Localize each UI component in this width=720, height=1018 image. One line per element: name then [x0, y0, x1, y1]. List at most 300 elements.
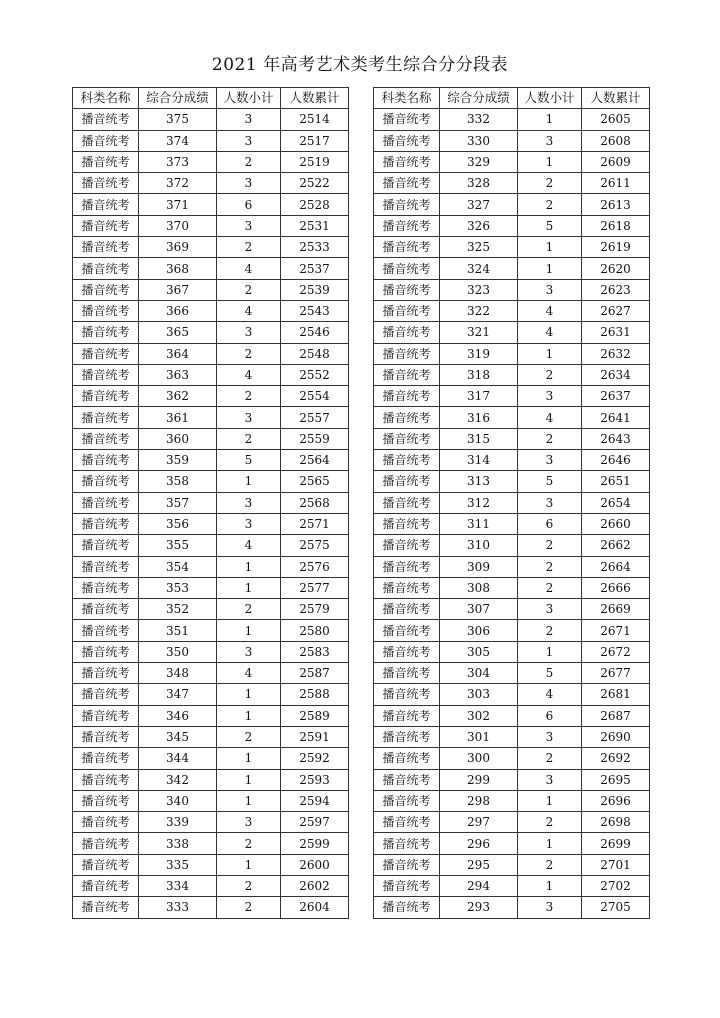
- cell-category: 播音统考: [374, 151, 440, 172]
- cell-score: 353: [139, 577, 217, 598]
- cell-cumulative: 2537: [281, 258, 349, 279]
- cell-category: 播音统考: [374, 215, 440, 236]
- cell-cumulative: 2564: [281, 450, 349, 471]
- cell-category: 播音统考: [374, 364, 440, 385]
- cell-cumulative: 2692: [582, 748, 650, 769]
- cell-category: 播音统考: [374, 343, 440, 364]
- cell-count: 6: [518, 705, 582, 726]
- header-count: 人数小计: [217, 88, 281, 109]
- table-row: [73, 300, 349, 321]
- cell-count: 2: [217, 279, 281, 300]
- cell-score: 334: [139, 875, 217, 896]
- cell-count: 3: [217, 322, 281, 343]
- table-row: [73, 577, 349, 598]
- cell-count: 6: [518, 513, 582, 534]
- cell-count: 1: [518, 875, 582, 896]
- cell-count: 3: [217, 513, 281, 534]
- cell-category: 播音统考: [374, 790, 440, 811]
- cell-category: 播音统考: [73, 343, 139, 364]
- cell-category: 播音统考: [374, 322, 440, 343]
- cell-cumulative: 2605: [582, 109, 650, 130]
- cell-cumulative: 2619: [582, 237, 650, 258]
- cell-count: 3: [518, 279, 582, 300]
- cell-score: 359: [139, 450, 217, 471]
- cell-score: 324: [440, 258, 518, 279]
- cell-cumulative: 2583: [281, 641, 349, 662]
- cell-score: 301: [440, 726, 518, 747]
- table-row: [374, 726, 650, 747]
- table-header-row: [374, 88, 650, 109]
- cell-cumulative: 2666: [582, 577, 650, 598]
- table-row: [374, 663, 650, 684]
- header-category: 科类名称: [73, 88, 139, 109]
- table-row: [73, 663, 349, 684]
- cell-score: 303: [440, 684, 518, 705]
- cell-category: 播音统考: [73, 279, 139, 300]
- page-title: 2021 年高考艺术类考生综合分分段表: [211, 55, 509, 75]
- cell-category: 播音统考: [374, 833, 440, 854]
- cell-score: 298: [440, 790, 518, 811]
- cell-category: 播音统考: [73, 833, 139, 854]
- table-row: [73, 343, 349, 364]
- cell-category: 播音统考: [73, 237, 139, 258]
- cell-count: 6: [217, 194, 281, 215]
- cell-score: 363: [139, 364, 217, 385]
- cell-category: 播音统考: [374, 769, 440, 790]
- cell-category: 播音统考: [374, 279, 440, 300]
- cell-count: 3: [217, 215, 281, 236]
- cell-category: 播音统考: [374, 130, 440, 151]
- cell-score: 365: [139, 322, 217, 343]
- cell-score: 356: [139, 513, 217, 534]
- cell-cumulative: 2613: [582, 194, 650, 215]
- cell-count: 3: [217, 641, 281, 662]
- cell-score: 297: [440, 812, 518, 833]
- table-row: [374, 854, 650, 875]
- cell-category: 播音统考: [374, 109, 440, 130]
- cell-score: 368: [139, 258, 217, 279]
- table-row: [73, 790, 349, 811]
- cell-cumulative: 2568: [281, 492, 349, 513]
- cell-category: 播音统考: [374, 748, 440, 769]
- cell-score: 310: [440, 535, 518, 556]
- table-row: [73, 407, 349, 428]
- cell-score: 316: [440, 407, 518, 428]
- cell-count: 3: [217, 109, 281, 130]
- table-row: [73, 194, 349, 215]
- cell-category: 播音统考: [73, 194, 139, 215]
- table-row: [374, 215, 650, 236]
- cell-score: 342: [139, 769, 217, 790]
- table-row: [374, 428, 650, 449]
- cell-count: 3: [518, 492, 582, 513]
- cell-score: 357: [139, 492, 217, 513]
- table-row: [374, 407, 650, 428]
- cell-category: 播音统考: [73, 535, 139, 556]
- cell-category: 播音统考: [374, 897, 440, 918]
- cell-cumulative: 2671: [582, 620, 650, 641]
- cell-score: 340: [139, 790, 217, 811]
- cell-cumulative: 2681: [582, 684, 650, 705]
- cell-cumulative: 2695: [582, 769, 650, 790]
- cell-category: 播音统考: [73, 364, 139, 385]
- cell-count: 3: [217, 492, 281, 513]
- cell-cumulative: 2528: [281, 194, 349, 215]
- cell-category: 播音统考: [73, 215, 139, 236]
- cell-score: 323: [440, 279, 518, 300]
- table-row: [374, 492, 650, 513]
- cell-count: 1: [217, 769, 281, 790]
- header-count: 人数小计: [518, 88, 582, 109]
- cell-count: 2: [518, 364, 582, 385]
- table-row: [374, 130, 650, 151]
- cell-cumulative: 2702: [582, 875, 650, 896]
- cell-category: 播音统考: [73, 300, 139, 321]
- cell-cumulative: 2539: [281, 279, 349, 300]
- table-row: [73, 258, 349, 279]
- table-row: [374, 279, 650, 300]
- table-row: [73, 812, 349, 833]
- cell-category: 播音统考: [374, 556, 440, 577]
- cell-score: 348: [139, 663, 217, 684]
- cell-category: 播音统考: [73, 407, 139, 428]
- cell-cumulative: 2705: [582, 897, 650, 918]
- cell-cumulative: 2701: [582, 854, 650, 875]
- cell-cumulative: 2514: [281, 109, 349, 130]
- cell-score: 312: [440, 492, 518, 513]
- cell-count: 2: [518, 577, 582, 598]
- cell-count: 2: [518, 428, 582, 449]
- table-row: [73, 130, 349, 151]
- cell-cumulative: 2677: [582, 663, 650, 684]
- cell-score: 306: [440, 620, 518, 641]
- cell-category: 播音统考: [374, 450, 440, 471]
- cell-count: 1: [217, 620, 281, 641]
- cell-category: 播音统考: [73, 556, 139, 577]
- cell-score: 352: [139, 599, 217, 620]
- cell-count: 4: [217, 300, 281, 321]
- cell-category: 播音统考: [374, 535, 440, 556]
- table-row: [73, 641, 349, 662]
- cell-cumulative: 2517: [281, 130, 349, 151]
- table-row: [374, 705, 650, 726]
- table-row: [73, 726, 349, 747]
- cell-cumulative: 2580: [281, 620, 349, 641]
- cell-score: 304: [440, 663, 518, 684]
- cell-category: 播音统考: [374, 492, 440, 513]
- cell-category: 播音统考: [73, 109, 139, 130]
- cell-category: 播音统考: [374, 854, 440, 875]
- cell-cumulative: 2519: [281, 151, 349, 172]
- cell-score: 373: [139, 151, 217, 172]
- table-row: [73, 535, 349, 556]
- cell-score: 346: [139, 705, 217, 726]
- cell-cumulative: 2554: [281, 386, 349, 407]
- cell-cumulative: 2593: [281, 769, 349, 790]
- cell-cumulative: 2669: [582, 599, 650, 620]
- cell-score: 327: [440, 194, 518, 215]
- table-row: [374, 897, 650, 918]
- cell-cumulative: 2696: [582, 790, 650, 811]
- table-row: [374, 748, 650, 769]
- cell-score: 295: [440, 854, 518, 875]
- table-row: [374, 790, 650, 811]
- cell-count: 1: [518, 151, 582, 172]
- cell-score: 351: [139, 620, 217, 641]
- table-row: [73, 386, 349, 407]
- cell-score: 294: [440, 875, 518, 896]
- cell-cumulative: 2587: [281, 663, 349, 684]
- cell-category: 播音统考: [374, 513, 440, 534]
- cell-category: 播音统考: [374, 258, 440, 279]
- cell-category: 播音统考: [73, 513, 139, 534]
- cell-count: 2: [217, 599, 281, 620]
- cell-category: 播音统考: [374, 705, 440, 726]
- cell-count: 4: [518, 322, 582, 343]
- table-row: [374, 343, 650, 364]
- cell-count: 1: [217, 748, 281, 769]
- cell-category: 播音统考: [374, 300, 440, 321]
- cell-score: 355: [139, 535, 217, 556]
- cell-cumulative: 2543: [281, 300, 349, 321]
- cell-cumulative: 2631: [582, 322, 650, 343]
- cell-count: 2: [217, 833, 281, 854]
- table-row: [374, 194, 650, 215]
- cell-count: 2: [518, 556, 582, 577]
- score-table-right: [373, 87, 650, 919]
- cell-category: 播音统考: [374, 684, 440, 705]
- cell-score: 364: [139, 343, 217, 364]
- cell-count: 3: [217, 812, 281, 833]
- table-row: [73, 322, 349, 343]
- cell-cumulative: 2577: [281, 577, 349, 598]
- cell-category: 播音统考: [73, 663, 139, 684]
- table-row: [374, 684, 650, 705]
- table-row: [374, 322, 650, 343]
- table-row: [73, 684, 349, 705]
- cell-cumulative: 2627: [582, 300, 650, 321]
- cell-category: 播音统考: [73, 875, 139, 896]
- cell-count: 2: [217, 875, 281, 896]
- cell-count: 2: [217, 386, 281, 407]
- table-row: [374, 450, 650, 471]
- cell-cumulative: 2602: [281, 875, 349, 896]
- cell-category: 播音统考: [73, 428, 139, 449]
- cell-cumulative: 2588: [281, 684, 349, 705]
- cell-count: 2: [518, 748, 582, 769]
- cell-score: 344: [139, 748, 217, 769]
- cell-count: 3: [217, 407, 281, 428]
- cell-cumulative: 2592: [281, 748, 349, 769]
- cell-count: 5: [518, 471, 582, 492]
- cell-score: 325: [440, 237, 518, 258]
- table-row: [374, 300, 650, 321]
- cell-category: 播音统考: [73, 748, 139, 769]
- cell-score: 300: [440, 748, 518, 769]
- cell-category: 播音统考: [73, 620, 139, 641]
- table-row: [73, 450, 349, 471]
- table-row: [374, 556, 650, 577]
- score-table-left: [72, 87, 349, 919]
- cell-cumulative: 2690: [582, 726, 650, 747]
- table-row: [374, 620, 650, 641]
- cell-score: 307: [440, 599, 518, 620]
- cell-score: 313: [440, 471, 518, 492]
- table-row: [374, 386, 650, 407]
- cell-count: 2: [518, 194, 582, 215]
- cell-cumulative: 2651: [582, 471, 650, 492]
- cell-count: 4: [518, 407, 582, 428]
- cell-cumulative: 2623: [582, 279, 650, 300]
- cell-category: 播音统考: [73, 641, 139, 662]
- cell-count: 4: [217, 258, 281, 279]
- cell-score: 367: [139, 279, 217, 300]
- cell-score: 308: [440, 577, 518, 598]
- cell-category: 播音统考: [73, 130, 139, 151]
- cell-score: 362: [139, 386, 217, 407]
- table-row: [374, 173, 650, 194]
- cell-score: 361: [139, 407, 217, 428]
- cell-score: 299: [440, 769, 518, 790]
- table-row: [73, 748, 349, 769]
- cell-score: 360: [139, 428, 217, 449]
- cell-cumulative: 2634: [582, 364, 650, 385]
- table-row: [73, 428, 349, 449]
- table-row: [73, 492, 349, 513]
- cell-score: 330: [440, 130, 518, 151]
- cell-score: 319: [440, 343, 518, 364]
- table-row: [73, 705, 349, 726]
- cell-cumulative: 2552: [281, 364, 349, 385]
- cell-score: 358: [139, 471, 217, 492]
- cell-cumulative: 2559: [281, 428, 349, 449]
- cell-count: 1: [518, 833, 582, 854]
- cell-score: 371: [139, 194, 217, 215]
- cell-count: 1: [217, 556, 281, 577]
- cell-cumulative: 2687: [582, 705, 650, 726]
- cell-score: 314: [440, 450, 518, 471]
- cell-cumulative: 2641: [582, 407, 650, 428]
- cell-cumulative: 2654: [582, 492, 650, 513]
- table-row: [374, 833, 650, 854]
- cell-category: 播音统考: [374, 641, 440, 662]
- table-row: [73, 833, 349, 854]
- cell-score: 326: [440, 215, 518, 236]
- cell-count: 2: [518, 620, 582, 641]
- cell-cumulative: 2637: [582, 386, 650, 407]
- header-score: 综合分成绩: [139, 88, 217, 109]
- cell-count: 2: [217, 343, 281, 364]
- cell-count: 4: [217, 364, 281, 385]
- cell-count: 2: [217, 726, 281, 747]
- table-row: [374, 237, 650, 258]
- cell-category: 播音统考: [374, 194, 440, 215]
- cell-count: 1: [217, 577, 281, 598]
- cell-cumulative: 2604: [281, 897, 349, 918]
- cell-category: 播音统考: [73, 322, 139, 343]
- cell-cumulative: 2599: [281, 833, 349, 854]
- cell-category: 播音统考: [73, 258, 139, 279]
- cell-score: 338: [139, 833, 217, 854]
- cell-category: 播音统考: [73, 684, 139, 705]
- cell-category: 播音统考: [73, 450, 139, 471]
- cell-cumulative: 2608: [582, 130, 650, 151]
- table-row: [374, 875, 650, 896]
- cell-category: 播音统考: [374, 620, 440, 641]
- cell-cumulative: 2575: [281, 535, 349, 556]
- table-row: [73, 875, 349, 896]
- cell-category: 播音统考: [374, 663, 440, 684]
- cell-score: 318: [440, 364, 518, 385]
- cell-category: 播音统考: [73, 854, 139, 875]
- cell-count: 4: [217, 663, 281, 684]
- cell-count: 2: [518, 854, 582, 875]
- header-cumulative: 人数累计: [582, 88, 650, 109]
- cell-category: 播音统考: [374, 237, 440, 258]
- cell-count: 1: [518, 258, 582, 279]
- cell-score: 309: [440, 556, 518, 577]
- table-row: [374, 641, 650, 662]
- cell-count: 1: [217, 684, 281, 705]
- cell-category: 播音统考: [73, 492, 139, 513]
- table-row: [374, 364, 650, 385]
- cell-cumulative: 2672: [582, 641, 650, 662]
- cell-cumulative: 2698: [582, 812, 650, 833]
- cell-count: 2: [217, 237, 281, 258]
- table-row: [73, 556, 349, 577]
- cell-cumulative: 2557: [281, 407, 349, 428]
- header-category: 科类名称: [374, 88, 440, 109]
- cell-score: 296: [440, 833, 518, 854]
- cell-category: 播音统考: [374, 428, 440, 449]
- cell-score: 369: [139, 237, 217, 258]
- cell-count: 1: [217, 790, 281, 811]
- header-cumulative: 人数累计: [281, 88, 349, 109]
- table-row: [374, 812, 650, 833]
- cell-count: 4: [518, 300, 582, 321]
- cell-score: 329: [440, 151, 518, 172]
- table-row: [73, 215, 349, 236]
- table-row: [73, 897, 349, 918]
- table-row: [73, 513, 349, 534]
- cell-category: 播音统考: [73, 577, 139, 598]
- cell-cumulative: 2589: [281, 705, 349, 726]
- cell-cumulative: 2579: [281, 599, 349, 620]
- cell-category: 播音统考: [73, 471, 139, 492]
- cell-cumulative: 2620: [582, 258, 650, 279]
- table-row: [73, 151, 349, 172]
- cell-count: 1: [518, 790, 582, 811]
- cell-score: 305: [440, 641, 518, 662]
- cell-score: 374: [139, 130, 217, 151]
- cell-count: 4: [518, 684, 582, 705]
- cell-score: 370: [139, 215, 217, 236]
- table-row: [374, 769, 650, 790]
- cell-count: 2: [217, 428, 281, 449]
- cell-count: 2: [518, 173, 582, 194]
- cell-category: 播音统考: [73, 812, 139, 833]
- cell-cumulative: 2643: [582, 428, 650, 449]
- cell-count: 1: [217, 854, 281, 875]
- table-header-row: [73, 88, 349, 109]
- cell-cumulative: 2660: [582, 513, 650, 534]
- cell-count: 2: [518, 812, 582, 833]
- table-row: [73, 109, 349, 130]
- cell-category: 播音统考: [374, 471, 440, 492]
- cell-score: 321: [440, 322, 518, 343]
- table-row: [374, 109, 650, 130]
- cell-score: 293: [440, 897, 518, 918]
